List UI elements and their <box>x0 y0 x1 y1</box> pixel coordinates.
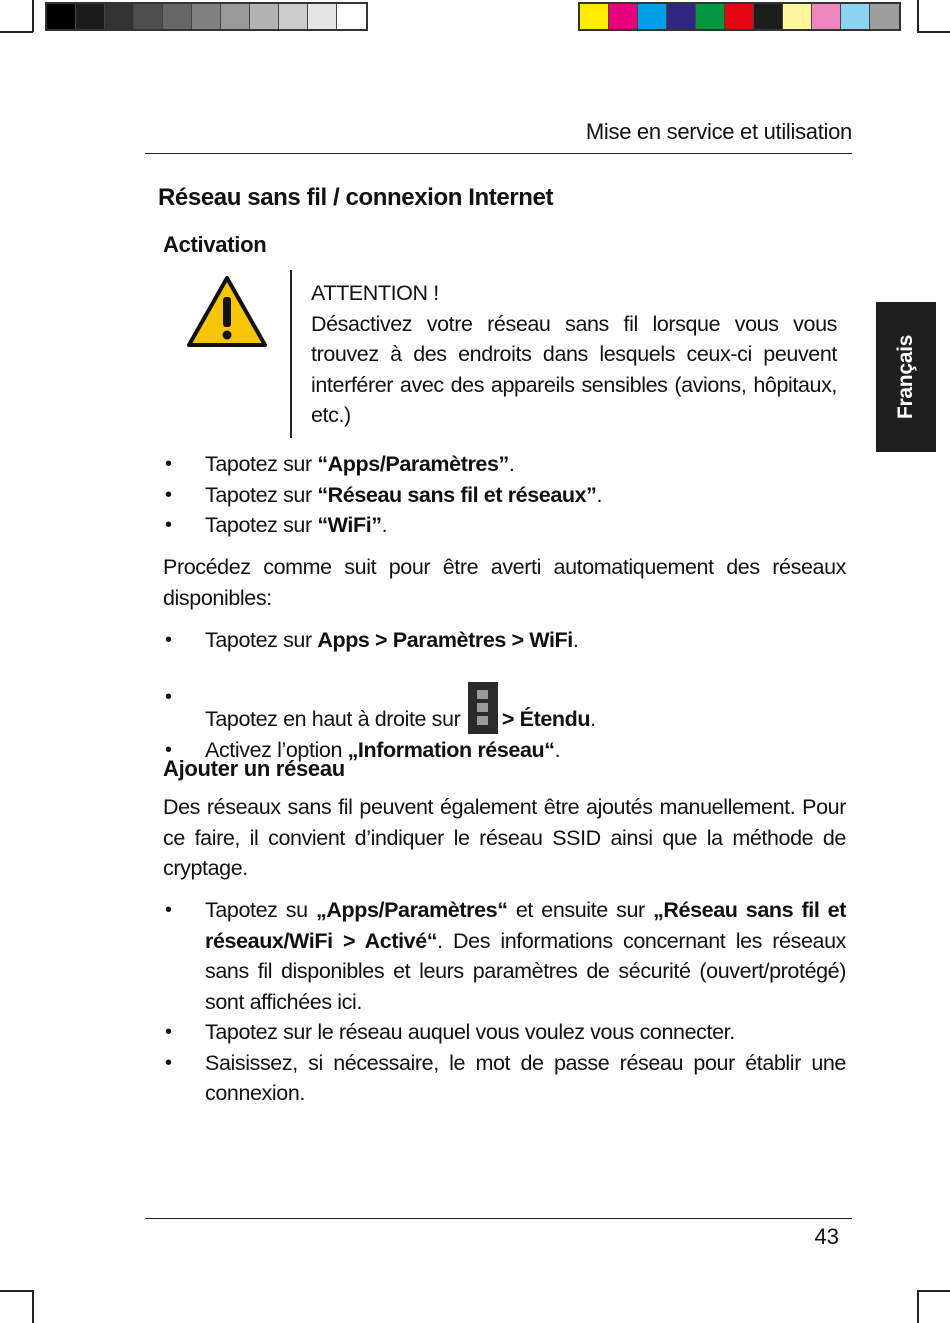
calibration-swatch <box>192 4 221 29</box>
activation-steps-list <box>163 449 846 541</box>
warning-notice <box>311 278 837 431</box>
list-item: • Tapotez sur “Apps/Paramètres”. <box>163 449 846 480</box>
crop-mark-bottom-left-v <box>32 1290 34 1323</box>
overflow-menu-icon <box>468 682 498 734</box>
calibration-swatch <box>279 4 308 29</box>
crop-mark-top-left-h <box>0 31 33 33</box>
list-item: • Saisissez, si nécessaire, le mot de passe réseau pour établir une connexion. <box>163 1048 846 1109</box>
list-item: • Tapotez sur le réseau auquel vous voulez vous connecter. <box>163 1017 846 1048</box>
warning-divider <box>290 270 292 438</box>
crop-mark-bottom-right-h <box>917 1290 950 1292</box>
add-network-heading: Ajouter un réseau <box>163 756 345 781</box>
calibration-swatch <box>725 4 754 29</box>
calibration-swatch <box>696 4 725 29</box>
add-network-intro: Des réseaux sans fil peuvent également être ajoutés manuellement. Pour ce faire, il convient d’indiquer le réseau SSID ainsi que la méthode de cryptage. <box>163 795 846 880</box>
language-tab-label: Français <box>894 335 917 419</box>
calibration-swatch <box>47 4 76 29</box>
calibration-swatch <box>250 4 279 29</box>
calibration-swatch <box>783 4 812 29</box>
notify-intro: Procédez comme suit pour être averti automatiquement des réseaux disponibles: <box>163 555 846 610</box>
calibration-swatch <box>163 4 192 29</box>
calibration-swatch <box>638 4 667 29</box>
calibration-swatch <box>870 4 899 29</box>
calibration-swatch <box>134 4 163 29</box>
footer-rule <box>145 1218 852 1219</box>
calibration-swatch <box>221 4 250 29</box>
section-title: Réseau sans fil / connexion Internet <box>158 184 554 211</box>
calibration-swatch <box>812 4 841 29</box>
crop-mark-top-right-v <box>917 0 919 32</box>
list-item: • Tapotez su „Apps/Paramètres“ et ensuite sur „Réseau sans fil et réseaux/WiFi > Activé“. Des informations concernant les réseaux sans fil disponibles et leurs paramètres de sécurité (ouvert/protégé) sont affichées ici. <box>163 895 846 1017</box>
running-head: Mise en service et utilisation <box>145 116 852 154</box>
warning-triangle-icon <box>186 275 268 349</box>
list-item: • Tapotez sur “WiFi”. <box>163 510 846 541</box>
warning-text: Désactivez votre réseau sans fil lorsque vous vous trouvez à des endroits dans lesquels ceux-ci peuvent interférer avec des appareils sensibles (avions, hôpitaux, etc.) <box>311 311 837 427</box>
activation-heading: Activation <box>163 232 267 257</box>
add-network-steps-list <box>163 895 846 1109</box>
page-number: 43 <box>814 1224 839 1249</box>
list-item: • Activez l’option „Information réseau“. <box>163 735 846 766</box>
color-calibration-strip <box>578 2 901 31</box>
calibration-swatch <box>76 4 105 29</box>
calibration-swatch <box>609 4 638 29</box>
list-item: • Tapotez sur “Réseau sans fil et réseaux”. <box>163 480 846 511</box>
calibration-swatch <box>308 4 337 29</box>
crop-mark-top-right-h <box>917 31 950 33</box>
grey-calibration-strip <box>45 2 368 31</box>
calibration-swatch <box>580 4 609 29</box>
calibration-swatch <box>105 4 134 29</box>
crop-mark-bottom-right-v <box>917 1290 919 1323</box>
notify-steps-list-continued <box>163 682 846 765</box>
crop-mark-top-left-v <box>32 0 34 32</box>
list-item: • Tapotez sur Apps > Paramètres > WiFi. <box>163 625 846 656</box>
calibration-swatch <box>337 4 366 29</box>
calibration-swatch <box>667 4 696 29</box>
warning-title: ATTENTION ! <box>311 281 439 305</box>
language-side-tab <box>876 302 936 452</box>
crop-mark-bottom-left-h <box>0 1290 33 1292</box>
notify-steps-list <box>163 625 846 656</box>
calibration-swatch <box>841 4 870 29</box>
calibration-swatch <box>754 4 783 29</box>
list-item: • Tapotez en haut à droite sur > Étendu. <box>163 682 846 735</box>
